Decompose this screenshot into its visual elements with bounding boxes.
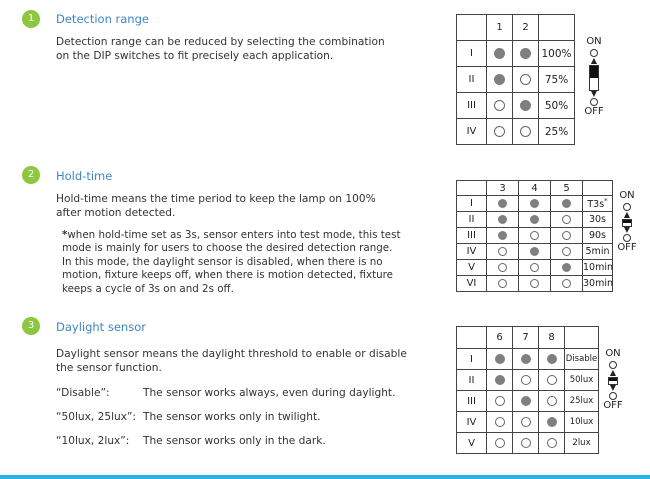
switch-on-dot-icon [498, 231, 507, 240]
switch-state-cell [487, 412, 513, 433]
switch-off-label: OFF [584, 106, 604, 117]
switch-number-header: 4 [519, 181, 551, 196]
switch-state-cell [551, 244, 583, 260]
switch-state-cell [487, 212, 519, 228]
switch-state-cell [551, 228, 583, 244]
switch-off-dot-icon [547, 396, 557, 406]
row-label: III [457, 93, 487, 119]
table-row [457, 67, 575, 93]
value-header-cell [583, 181, 613, 196]
arrow-up-icon: ▲ [623, 210, 631, 219]
switch-state-cell [487, 433, 513, 454]
switch-state-cell [487, 260, 519, 276]
switch-number-header: 6 [487, 327, 513, 349]
table-row [457, 391, 599, 412]
switch-off-dot-icon [520, 74, 531, 85]
switch-off-dot-icon [562, 231, 571, 240]
switch-on-label: ON [586, 36, 602, 47]
footer-rule [0, 475, 650, 479]
switch-number-header: 5 [551, 181, 583, 196]
switch-state-cell [487, 93, 513, 119]
section-number-badge: 2 [22, 166, 40, 184]
setting-value [583, 212, 613, 228]
setting-value-text: 25lux [569, 396, 594, 406]
table-row [457, 433, 599, 454]
row-label: III [457, 228, 487, 244]
switch-state-cell [519, 260, 551, 276]
arrow-down-icon: ▼ [590, 89, 598, 98]
switch-number-header: 8 [539, 327, 565, 349]
switch-state-cell [513, 67, 539, 93]
switch-off-dot-icon [494, 100, 505, 111]
switch-state-cell [551, 260, 583, 276]
switch-state-cell [513, 370, 539, 391]
table-corner-cell [457, 15, 487, 41]
switch-on-dot-icon [530, 215, 539, 224]
switch-off-dot-icon [530, 279, 539, 288]
switch-state-cell [539, 349, 565, 370]
switch-on-dot-icon [547, 354, 557, 364]
note-asterisk: * [62, 229, 68, 241]
setting-value-text: 5min [585, 246, 610, 257]
switch-state-cell [551, 212, 583, 228]
switch-state-cell [519, 244, 551, 260]
setting-value [583, 228, 613, 244]
setting-value [565, 370, 599, 391]
switch-state-cell [487, 244, 519, 260]
row-label: I [457, 349, 487, 370]
table-header-row [457, 327, 599, 349]
section-description: Daylight sensor means the daylight threshold to enable or disable the sensor function. [56, 348, 407, 374]
switch-state-cell [519, 196, 551, 212]
setting-value [583, 276, 613, 292]
switch-bottom-ring-icon [623, 234, 631, 242]
switch-slider-knob [590, 66, 598, 78]
dip-switch-diagram [612, 190, 642, 254]
switch-on-dot-icon [498, 199, 507, 208]
switch-number-header: 1 [487, 15, 513, 41]
switch-on-dot-icon [520, 48, 531, 59]
switch-on-dot-icon [495, 375, 505, 385]
switch-on-label: ON [619, 190, 635, 201]
switch-state-cell [539, 391, 565, 412]
switch-on-dot-icon [494, 48, 505, 59]
row-label: IV [457, 412, 487, 433]
table-corner-cell [457, 181, 487, 196]
switch-off-dot-icon [498, 263, 507, 272]
setting-value [565, 391, 599, 412]
table-corner-cell [457, 327, 487, 349]
switch-slider-knob [609, 378, 617, 381]
switch-on-dot-icon [521, 396, 531, 406]
switch-off-dot-icon [495, 396, 505, 406]
switch-off-dot-icon [547, 438, 557, 448]
value-header-cell [539, 15, 575, 41]
switch-on-dot-icon [498, 215, 507, 224]
switch-off-label: OFF [603, 400, 623, 411]
section-title: Detection range [56, 12, 149, 26]
table-row [457, 41, 575, 67]
setting-value [583, 260, 613, 276]
setting-value-text: 50lux [569, 375, 594, 385]
switch-state-cell [513, 433, 539, 454]
dip-switch-diagram [598, 348, 628, 412]
switch-state-cell [487, 67, 513, 93]
switch-state-cell [513, 41, 539, 67]
switch-slider-body [589, 65, 599, 91]
switch-off-dot-icon [495, 417, 505, 427]
switch-off-dot-icon [562, 215, 571, 224]
section-title: Daylight sensor [56, 320, 146, 334]
switch-state-cell [539, 412, 565, 433]
daylight-item-twilight-desc: The sensor works only in twilight. [143, 411, 321, 423]
switch-off-dot-icon [530, 263, 539, 272]
switch-on-dot-icon [530, 247, 539, 256]
switch-off-dot-icon [521, 417, 531, 427]
switch-state-cell [487, 370, 513, 391]
switch-state-cell [513, 412, 539, 433]
switch-off-dot-icon [498, 247, 507, 256]
table-row [457, 228, 613, 244]
switch-state-cell [519, 276, 551, 292]
switch-on-dot-icon [494, 74, 505, 85]
switch-state-cell [513, 93, 539, 119]
switch-off-dot-icon [498, 279, 507, 288]
table-row [457, 244, 613, 260]
switch-off-dot-icon [521, 438, 531, 448]
setting-value-text: 90s [588, 230, 607, 241]
setting-value [565, 433, 599, 454]
test-mode-note [62, 229, 401, 296]
arrow-down-icon: ▼ [609, 383, 617, 392]
switch-on-dot-icon [530, 199, 539, 208]
setting-value [539, 67, 575, 93]
switch-slider-knob [623, 220, 631, 223]
row-label: IV [457, 119, 487, 145]
row-label: V [457, 433, 487, 454]
switch-off-label: OFF [617, 242, 637, 253]
switch-off-dot-icon [562, 247, 571, 256]
switch-state-cell [487, 349, 513, 370]
switch-state-cell [519, 212, 551, 228]
arrow-down-icon: ▼ [623, 225, 631, 234]
setting-value [565, 412, 599, 433]
switch-on-dot-icon [521, 354, 531, 364]
switch-state-cell [513, 391, 539, 412]
setting-value-text: 10lux [569, 417, 594, 427]
table-row [457, 260, 613, 276]
switch-state-cell [519, 228, 551, 244]
switch-state-cell [487, 119, 513, 145]
daylight-item-twilight-key: “50lux, 25lux”: [56, 411, 137, 423]
dip-switch-table-daylight-sensor [456, 326, 599, 454]
setting-value-text: 100% [541, 47, 572, 60]
dip-switch-table-detection-range [456, 14, 575, 145]
switch-bottom-ring-icon [609, 392, 617, 400]
row-label: VI [457, 276, 487, 292]
switch-on-dot-icon [562, 199, 571, 208]
switch-state-cell [487, 228, 519, 244]
setting-value [539, 93, 575, 119]
switch-state-cell [539, 370, 565, 391]
switch-state-cell [513, 349, 539, 370]
switch-number-header: 7 [513, 327, 539, 349]
section-number-badge: 1 [22, 10, 40, 28]
row-label: II [457, 370, 487, 391]
switch-off-dot-icon [521, 375, 531, 385]
switch-on-dot-icon [562, 263, 571, 272]
row-label: IV [457, 244, 487, 260]
setting-value [583, 196, 613, 212]
table-row [457, 349, 599, 370]
setting-value-text: 10min [583, 262, 614, 273]
daylight-item-dark-key: “10lux, 2lux”: [56, 435, 130, 447]
setting-value-text: T3s [587, 199, 605, 211]
switch-number-header: 2 [513, 15, 539, 41]
switch-state-cell [551, 196, 583, 212]
table-row [457, 93, 575, 119]
setting-value [583, 244, 613, 260]
daylight-item-dark-desc: The sensor works only in the dark. [143, 435, 326, 447]
switch-off-dot-icon [495, 438, 505, 448]
row-label: III [457, 391, 487, 412]
setting-value-text: 25% [544, 125, 569, 138]
table-header-row [457, 181, 613, 196]
table-row [457, 196, 613, 212]
setting-value-text: 2lux [572, 438, 591, 448]
switch-off-dot-icon [530, 231, 539, 240]
setting-value [539, 41, 575, 67]
switch-off-dot-icon [562, 279, 571, 288]
section-description: Detection range can be reduced by selecting the combination on the DIP switches to fit precisely each application. [56, 36, 385, 62]
switch-on-label: ON [605, 348, 621, 359]
value-asterisk: * [604, 196, 608, 205]
arrow-up-icon: ▲ [609, 368, 617, 377]
setting-value-text: 30min [583, 278, 614, 289]
dip-switch-table-hold-time [456, 180, 613, 292]
switch-off-dot-icon [547, 375, 557, 385]
section-number-badge: 3 [22, 317, 40, 335]
row-label: I [457, 41, 487, 67]
switch-off-dot-icon [520, 126, 531, 137]
daylight-item-disable-desc: The sensor works always, even during daylight. [143, 387, 396, 399]
table-row [457, 370, 599, 391]
value-header-cell [565, 327, 599, 349]
note-text: when hold-time set as 3s, sensor enters into test mode, this test mode is mainly for users to choose the desired detection range. In this mode, the daylight sensor is disabled, when there is no motion, fixture keeps off, when there is motion detected, fixture keeps a cycle of 3s on and 2s off. [62, 229, 401, 295]
arrow-up-icon: ▲ [590, 56, 598, 65]
row-label: V [457, 260, 487, 276]
row-label: II [457, 67, 487, 93]
table-row [457, 212, 613, 228]
table-row [457, 412, 599, 433]
setting-value [539, 119, 575, 145]
row-label: I [457, 196, 487, 212]
switch-on-dot-icon [520, 100, 531, 111]
switch-state-cell [487, 276, 519, 292]
switch-bottom-ring-icon [590, 98, 598, 106]
switch-off-dot-icon [494, 126, 505, 137]
section-description: Hold-time means the time period to keep the lamp on 100% after motion detected. [56, 193, 376, 219]
switch-state-cell [487, 41, 513, 67]
table-row [457, 119, 575, 145]
switch-on-dot-icon [495, 354, 505, 364]
section-title: Hold-time [56, 169, 113, 183]
setting-value-text: 50% [544, 99, 569, 112]
setting-value-text: Disable [565, 354, 598, 364]
switch-number-header: 3 [487, 181, 519, 196]
table-header-row [457, 15, 575, 41]
daylight-item-disable-key: “Disable”: [56, 387, 110, 399]
row-label: II [457, 212, 487, 228]
setting-value [565, 349, 599, 370]
switch-state-cell [513, 119, 539, 145]
switch-state-cell [487, 196, 519, 212]
switch-state-cell [551, 276, 583, 292]
switch-on-dot-icon [547, 417, 557, 427]
setting-value-text: 30s [588, 214, 607, 225]
setting-value-text: 75% [544, 73, 569, 86]
table-row [457, 276, 613, 292]
switch-state-cell [539, 433, 565, 454]
dip-switch-diagram [579, 36, 609, 118]
switch-state-cell [487, 391, 513, 412]
